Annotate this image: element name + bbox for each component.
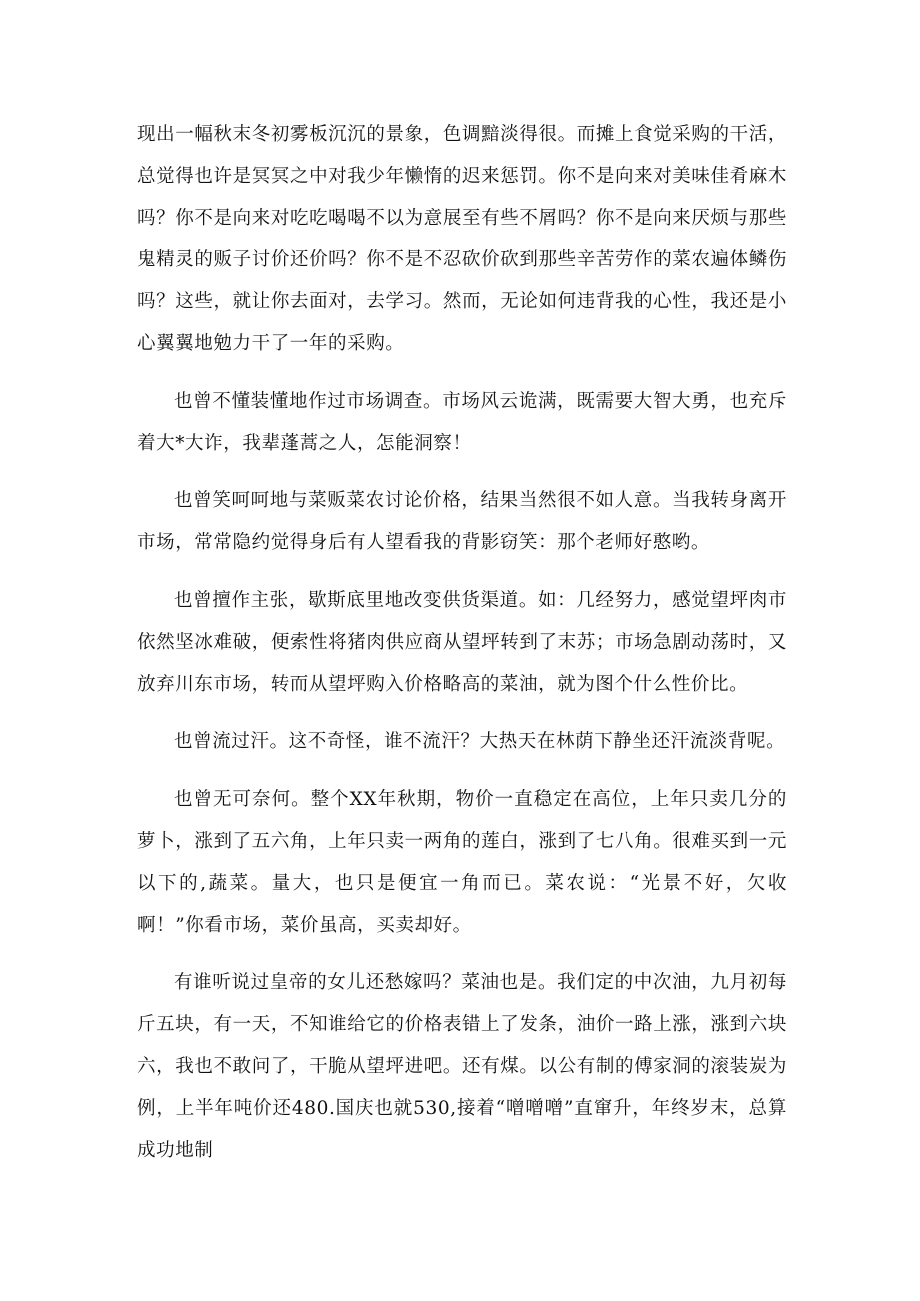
paragraph-6: 也曾无可奈何。整个XX年秋期，物价一直稳定在高位，上年只卖几分的萝卜，涨到了五六角，上年只卖一两角的莲白，涨到了七八角。很难买到一元以下的,蔬菜。量大，也只是便宜一角而已。菜农说：“光景不好，欠收啊！”你看市场，菜价虽高，买卖却好。 (137, 789, 787, 936)
paragraph-3: 也曾笑呵呵地与菜贩菜农讨论价格，结果当然很不如人意。当我转身离开市场，常常隐约觉得身后有人望看我的背影窃笑：那个老师好憨哟。 (137, 490, 787, 554)
paragraph-2: 也曾不懂装懂地作过市场调查。市场风云诡满，既需要大智大勇，也充斥着大*大诈，我辈蓬蒿之人，怎能洞察！ (137, 390, 787, 454)
document-body (137, 114, 787, 1187)
paragraph-4: 也曾擅作主张，歇斯底里地改变供货渠道。如：几经努力，感觉望坪肉市依然坚冰难破，便索性将猪肉供应商从望坪转到了末苏；市场急剧动荡时，又放弃川东市场，转而从望坪购入价格略高的菜油，就为图个什么性价比。 (137, 589, 787, 695)
paragraph-7: 有谁听说过皇帝的女儿还愁嫁吗？菜油也是。我们定的中次油，九月初每斤五块，有一天，不知谁给它的价格表错上了发条，油价一路上涨，涨到六块六，我也不敢问了，干脆从望坪进吧。还有煤。以公有制的傅家洞的滚装炭为例，上半年吨价还480.国庆也就530,接着“噌噌噌”直窜升，年终岁末，总算成功地制 (137, 972, 787, 1161)
paragraph-5: 也曾流过汗。这不奇怪，谁不流汗？大热天在林荫下静坐还汗流淡背呢。 (174, 731, 786, 753)
paragraph-1: 现出一幅秋末冬初雾板沉沉的景象，色调黯淡得很。而摊上食觉采购的干活，总觉得也许是冥冥之中对我少年懒惰的迟来惩罚。你不是向来对美味佳肴麻木吗？你不是向来对吃吃喝喝不以为意展至有些不屑吗？你不是向来厌烦与那些鬼精灵的贩子讨价还价吗？你不是不忍砍价砍到那些辛苦劳作的菜农遍体鳞伤吗？这些，就让你去面对，去学习。然而，无论如何违背我的心性，我还是小心翼翼地勉力干了一年的采购。 (137, 124, 787, 354)
